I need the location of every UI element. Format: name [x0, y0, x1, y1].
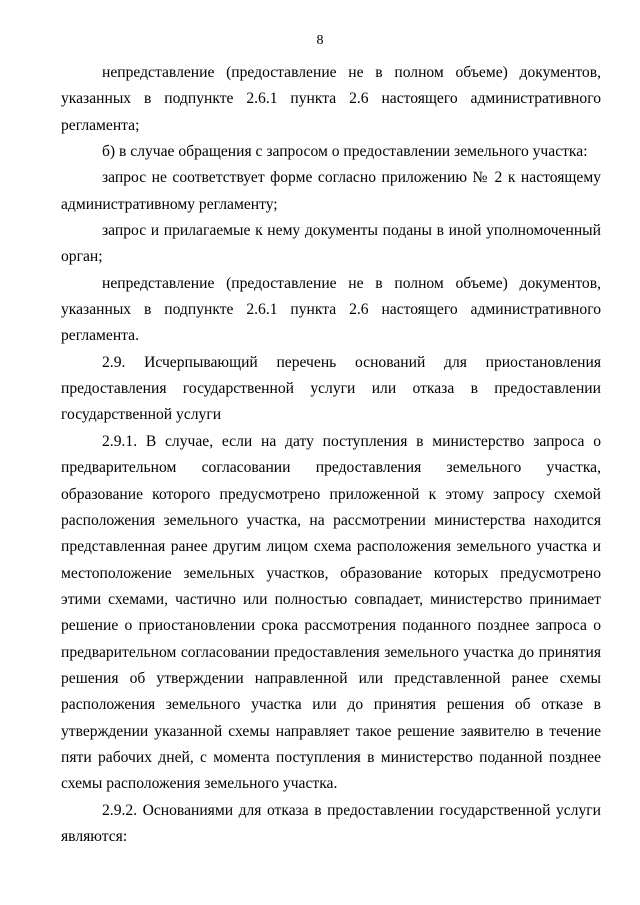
- paragraph-2-9-2: 2.9.2. Основаниями для отказа в предоставлении государственной услуги являются:: [61, 801, 601, 845]
- paragraph-form-mismatch: запрос не соответствует форме согласно приложению № 2 к настоящему административному регламенту;: [61, 169, 601, 213]
- paragraph-land-plot-request-heading: б) в случае обращения с запросом о предоставлении земельного участка:: [102, 143, 588, 161]
- section-heading-2-9: 2.9. Исчерпывающий перечень оснований для приостановления предоставления государственной услуги или отказа в предоставлении государственной услуги: [61, 353, 601, 424]
- paragraph-wrong-authority: запрос и прилагаемые к нему документы поданы в иной уполномоченный орган;: [61, 222, 601, 266]
- paragraph-nonsubmission-documents: непредставление (предоставление не в полном объеме) документов, указанных в подпункте 2.6.1 пункта 2.6 настоящего административного регламента;: [61, 64, 601, 134]
- paragraph-nonsubmission-documents-2: непредставление (предоставление не в полном объеме) документов, указанных в подпункте 2.6.1 пункта 2.6 настоящего административного регламента.: [61, 274, 601, 345]
- page-number: 8: [316, 33, 324, 48]
- paragraph-2-9-1: 2.9.1. В случае, если на дату поступления в министерство запроса о предварительном согласовании предоставления земельного участка, образование которого предусмотрено приложенной к этому запросу схемой расположения земельного участка, на рассмотрении министерства находится представленная ранее другим лицом схема расположения земельного участка и местоположение земельных участков, образование которых предусмотрено этими схемами, частично или полностью совпадает, министерство принимает решение о приостановлении срока рассмотрения поданного позднее запроса о предварительном согласовании предоставления земельного участка до принятия решения об утверждении направленной или представленной ранее схемы расположения земельного участка или до принятия решения об отказе в утверждении указанной схемы направляет такое решение заявителю в течение пяти рабочих дней, с момента поступления в министерство поданной позднее схемы расположения земельного участка.: [61, 432, 601, 793]
- document-body: [61, 60, 601, 850]
